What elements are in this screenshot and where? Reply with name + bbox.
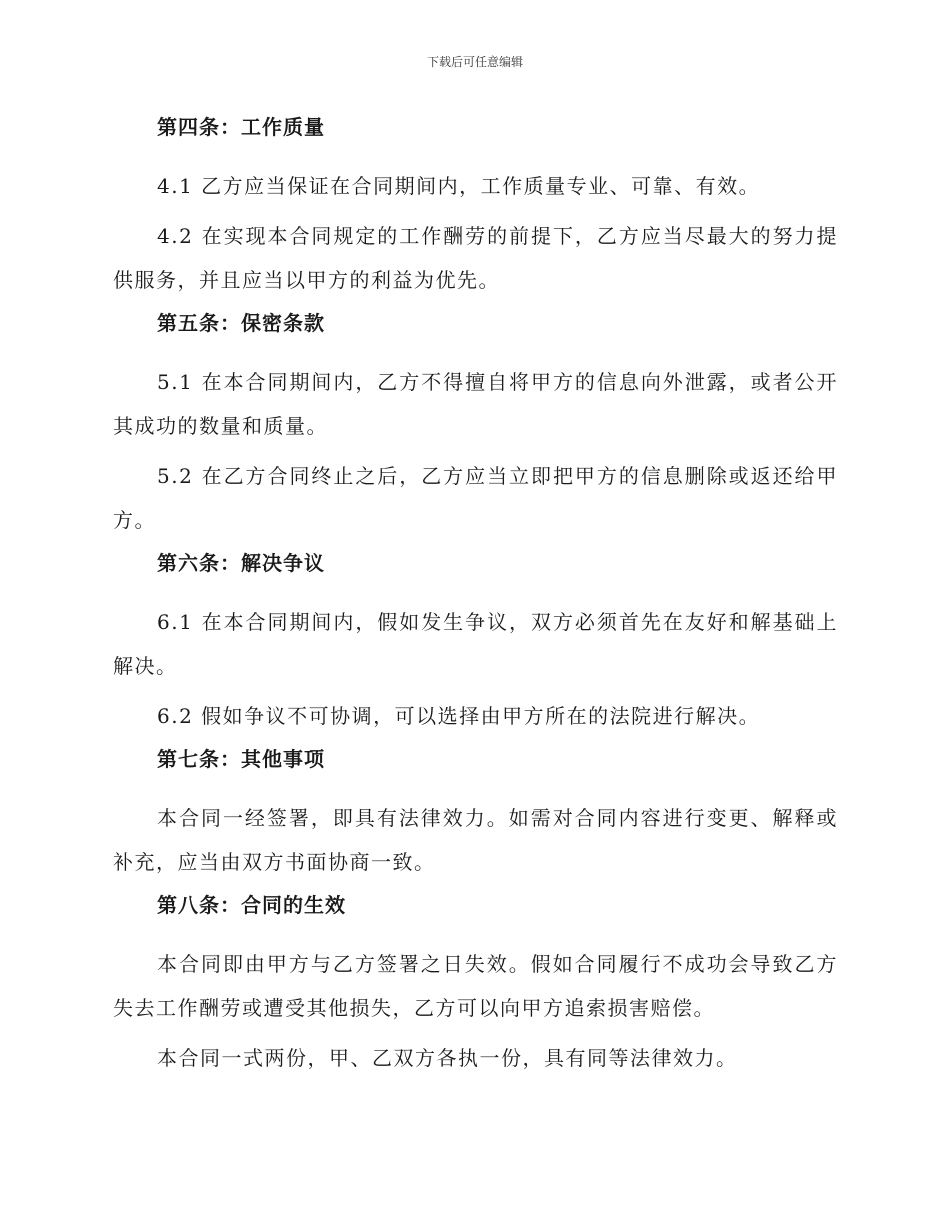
section-heading: 第八条：合同的生效 xyxy=(157,893,346,917)
paragraph: 本合同一经签署，即具有法律效力。如需对合同内容进行变更、解释或补充，应当由双方书面协商一致。 xyxy=(113,806,838,874)
section-5 xyxy=(113,308,838,542)
section-heading: 第五条：保密条款 xyxy=(157,311,325,335)
paragraph: 6.2 假如争议不可协调，可以选择由甲方所在的法院进行解决。 xyxy=(157,704,761,728)
page-header: 下载后可任意编辑 xyxy=(426,55,523,69)
paragraph: 本合同一式两份，甲、乙双方各执一份，具有同等法律效力。 xyxy=(157,1046,738,1070)
section-heading: 第四条：工作质量 xyxy=(157,115,325,139)
paragraph: 5.2 在乙方合同终止之后，乙方应当立即把甲方的信息删除或返还给甲方。 xyxy=(113,464,838,532)
section-heading: 第六条：解决争议 xyxy=(157,551,325,575)
section-7 xyxy=(113,744,838,884)
paragraph: 本合同即由甲方与乙方签署之日失效。假如合同履行不成功会导致乙方失去工作酬劳或遭受其他损失，乙方可以向甲方追索损害赔偿。 xyxy=(113,952,838,1020)
paragraph: 6.1 在本合同期间内，假如发生争议，双方必须首先在友好和解基础上解决。 xyxy=(113,610,838,678)
paragraph: 4.2 在实现本合同规定的工作酬劳的前提下，乙方应当尽最大的努力提供服务，并且应当以甲方的利益为优先。 xyxy=(113,224,838,292)
section-6 xyxy=(113,548,838,738)
document-body xyxy=(113,112,838,1086)
section-heading: 第七条：其他事项 xyxy=(157,747,325,771)
paragraph: 4.1 乙方应当保证在合同期间内，工作质量专业、可靠、有效。 xyxy=(157,174,761,198)
section-4 xyxy=(113,112,838,302)
section-8 xyxy=(113,890,838,1080)
paragraph: 5.1 在本合同期间内，乙方不得擅自将甲方的信息向外泄露，或者公开其成功的数量和质量。 xyxy=(113,370,838,438)
